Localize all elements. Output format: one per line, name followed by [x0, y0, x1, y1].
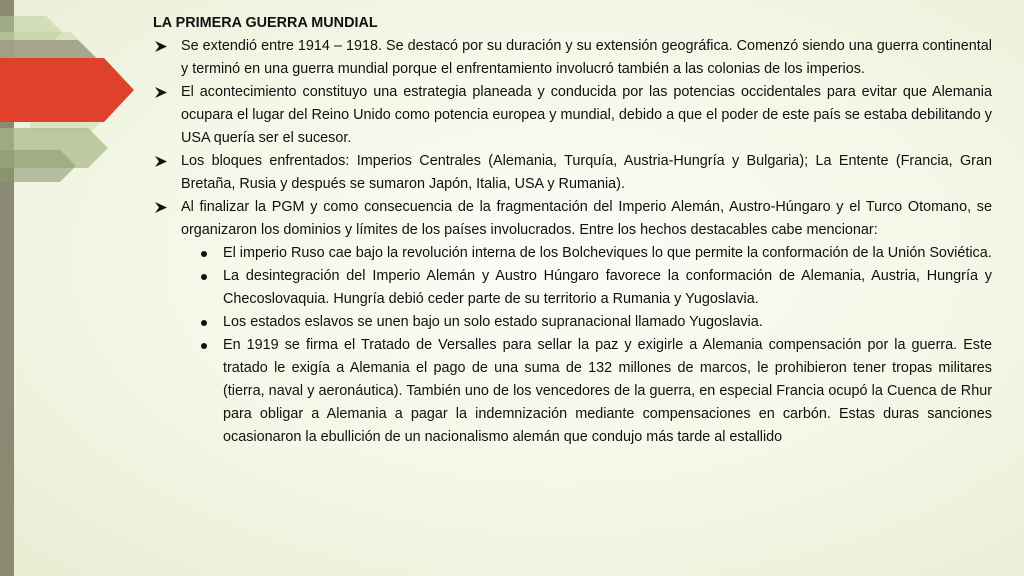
- dot-bullet-icon: [201, 274, 207, 280]
- arrow-bullet-icon: [153, 150, 171, 173]
- decor-arrow-green-2: [0, 150, 76, 182]
- sub-bullet-item: [153, 311, 992, 334]
- sub-bullet-text: El imperio Ruso cae bajo la revolución interna de los Bolcheviques lo que permite la conformación de la Unión Soviética.: [223, 245, 992, 261]
- dot-bullet-icon: [201, 343, 207, 349]
- arrow-bullet-icon: [153, 196, 171, 219]
- slide-title: LA PRIMERA GUERRA MUNDIAL: [153, 15, 378, 31]
- bullet-text: El acontecimiento constituyo una estrategia planeada y conducida por las potencias occidentales para evitar que Alemania ocupara el lugar del Reino Unido como potencia europea y mundial, debido a que el poder de este país se estaba debilitando y USA quería ser el sucesor.: [181, 84, 992, 146]
- dot-bullet-icon: [201, 251, 207, 257]
- sub-bullet-item: [153, 334, 992, 449]
- main-bullet-list: [153, 35, 992, 242]
- slide-content: [153, 12, 992, 449]
- sub-bullet-text: En 1919 se firma el Tratado de Versalles para sellar la paz y exigirle a Alemania compensación por la guerra. Este tratado le exigía a Alemania el pago de una suma de 132 millones de marcos, le prohibieron tener tropas militares (tierra, naval y aeronáutica). También uno de los vencedores de la guerra, en especial Francia ocupó la Cuenca de Rhur para obligar a Alemania a pagar la indemnización mediante compensaciones en carbón. Estas duras sanciones ocasionaron la ebullición de un nacionalismo alemán que condujo más tarde al estallido: [223, 337, 992, 445]
- decorative-arrows: [0, 0, 140, 576]
- bullet-item: [153, 150, 992, 196]
- sub-bullet-text: Los estados eslavos se unen bajo un solo estado supranacional llamado Yugoslavia.: [223, 314, 763, 330]
- dot-bullet-icon: [201, 320, 207, 326]
- sub-bullet-list: [153, 242, 992, 449]
- sub-bullet-item: [153, 265, 992, 311]
- decor-arrow-red: [0, 58, 134, 122]
- arrow-bullet-icon: [153, 81, 171, 104]
- arrow-bullet-icon: [153, 35, 171, 58]
- bullet-item: [153, 81, 992, 150]
- bullet-item: [153, 35, 992, 81]
- sub-bullet-item: [153, 242, 992, 265]
- bullet-text: Al finalizar la PGM y como consecuencia de la fragmentación del Imperio Alemán, Austro-Húngaro y el Turco Otomano, se organizaron los dominios y límites de los países involucrados. Entre los hechos destacables cabe mencionar:: [181, 199, 992, 238]
- bullet-text: Los bloques enfrentados: Imperios Centrales (Alemania, Turquía, Austria-Hungría y Bulgaria); La Entente (Francia, Gran Bretaña, Rusia y después se sumaron Japón, Italia, USA y Rumania).: [181, 153, 992, 192]
- sub-bullet-text: La desintegración del Imperio Alemán y Austro Húngaro favorece la conformación de Alemania, Austria, Hungría y Checoslovaquia. Hungría debió ceder parte de su territorio a Rumania y Yugoslavia.: [223, 268, 992, 307]
- bullet-text: Se extendió entre 1914 – 1918. Se destacó por su duración y su extensión geográfica. Comenzó siendo una guerra continental y terminó en una guerra mundial porque el enfrentamiento involucró también a las colonias de los imperios.: [181, 38, 992, 77]
- bullet-item: [153, 196, 992, 242]
